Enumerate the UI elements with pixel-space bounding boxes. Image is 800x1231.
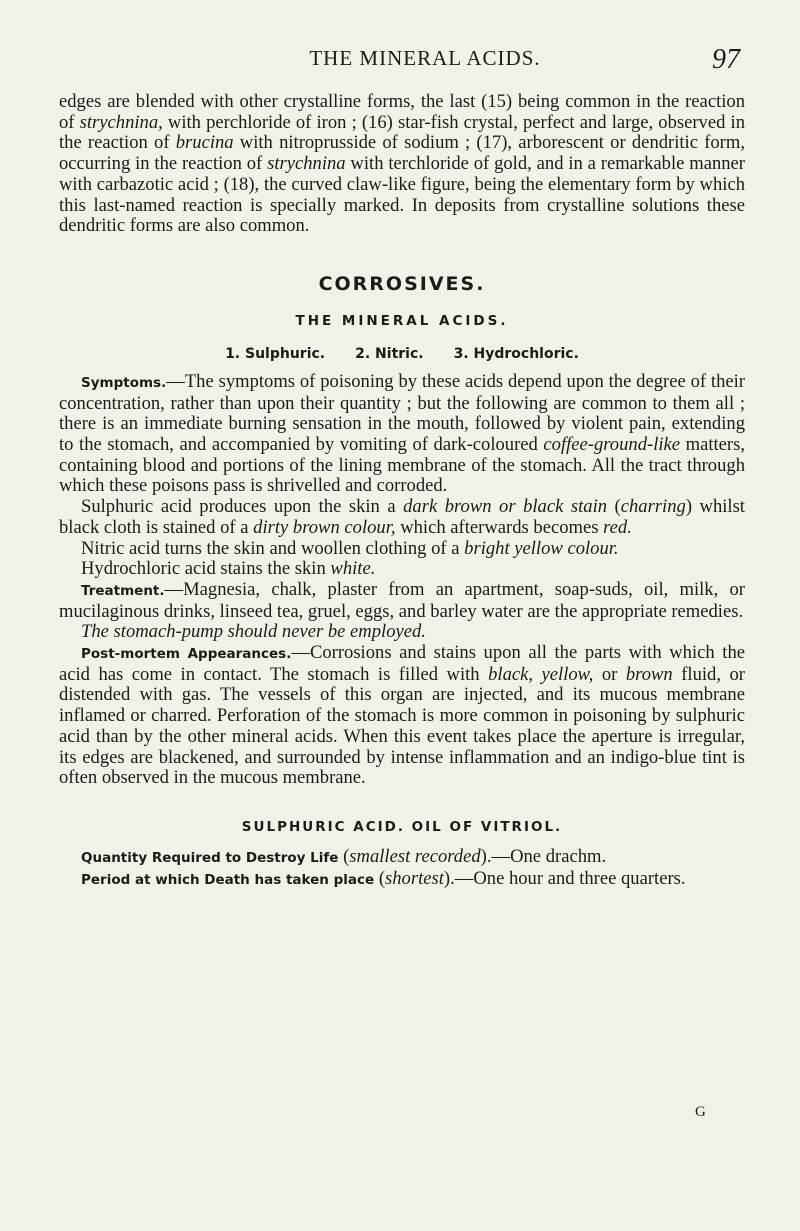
period-paragraph: Period at which Death has taken place (shortest).—One hour and three quarters.	[81, 867, 686, 889]
treatment-paragraph: Treatment.—Magnesia, chalk, plaster from an apartment, soap-suds, oil, milk, or mucilaginous drinks, linseed tea, gruel, eggs, and barley water are the appropriate remedies.	[59, 578, 745, 622]
quantity-label: Quantity Required to Destroy Life	[81, 849, 339, 866]
page-number: 97	[712, 44, 740, 75]
symptoms-label: Symptoms.	[81, 374, 167, 391]
period-label: Period at which Death has taken place	[81, 871, 375, 888]
acid-item-hydrochloric: 3. Hydrochloric.	[453, 345, 579, 362]
treatment-label: Treatment.	[81, 582, 165, 599]
acid-item-sulphuric: 1. Sulphuric.	[225, 345, 326, 362]
running-title: THE MINERAL ACIDS.	[309, 46, 541, 70]
acid-list	[59, 346, 745, 362]
page-body	[59, 92, 745, 890]
stomach-pump-warning: The stomach-pump should never be employed.	[81, 621, 426, 643]
symptoms-paragraph: Symptoms.—The symptoms of poisoning by these acids depend upon the degree of their concentration, rather than upon their quantity ; but the following are common to them all ; there is an immediate burning sensation in the mouth, followed by violent pain, extending to the stomach, and accompanied by vomiting of dark-coloured coffee-ground-like matters, containing blood and portions of the lining membrane of the stomach. All the tract through which these poisons pass is shrivelled and corroded.	[59, 370, 745, 497]
acid-item-nitric: 2. Nitric.	[355, 345, 424, 362]
section-subtitle: THE MINERAL ACIDS.	[295, 312, 509, 329]
signature-mark: G	[695, 1104, 706, 1120]
post-mortem-paragraph: Post-mortem Appearances.—Corrosions and stains upon all the parts with which the acid has come in contact. The stomach is filled with black, yellow, or brown fluid, or distended with gas. The vessels of this organ are injected, and its mucous membrane inflamed or charred. Perforation of the stomach is more common in poisoning by sulphuric acid than by the other mineral acids. When this event takes place the aperture is irregular, its edges are blackened, and surrounded by intense inflammation and an indigo-blue tint is often observed in the mucous membrane.	[59, 642, 745, 789]
post-mortem-label: Post-mortem Appearances.	[81, 646, 292, 663]
nitric-stain-paragraph: Nitric acid turns the skin and woollen clothing of a bright yellow colour.	[81, 537, 619, 559]
quantity-paragraph: Quantity Required to Destroy Life (smallest recorded).—One drachm.	[81, 845, 607, 867]
intro-paragraph: edges are blended with other crystalline forms, the last (15) being common in the reaction of strychnina, with perchloride of iron ; (16) star-fish crystal, perfect and large, observed in the reaction of brucina with nitroprusside of sodium ; (17), arborescent or dendritic form, occurring in the reaction of strychnina with terchloride of gold, and in a remarkable manner with carbazotic acid ; (18), the curved claw-like figure, being the elementary form by which this last-named reaction is specially marked. In deposits from crystalline solutions these dendritic forms are also common.	[59, 91, 745, 237]
sulphuric-acid-heading: SULPHURIC ACID. OIL OF VITRIOL.	[241, 818, 563, 835]
hydrochloric-stain-paragraph: Hydrochloric acid stains the skin white.	[81, 558, 376, 580]
sulphuric-stain-paragraph: Sulphuric acid produces upon the skin a dark brown or black stain (charring) whilst black cloth is stained of a dirty brown colour, which afterwards becomes red.	[59, 496, 745, 538]
section-title: CORROSIVES.	[318, 272, 486, 295]
